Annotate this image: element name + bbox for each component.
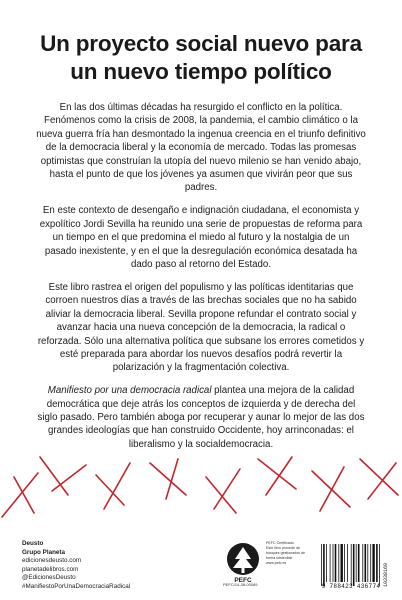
barcode-bar [372,544,374,582]
blurb-paragraph-4-rest: plantea una mejora de la calidad democrática que deje atrás los conceptos de izquierda y de derecha del siglo pasado. Pero también aboga por recuperar y aunar lo mejor de las dos grandes ideologías que han construido Occidente, hoy arrinconadas: el liberalismo y la socialdemocracia. [37,385,365,450]
headline-line-1: Un proyecto social nuevo para [40,31,362,56]
publisher-group: Grupo Planeta [22,548,66,556]
barcode-bar [326,544,327,582]
barcode-bar [347,544,348,582]
pefc-label: PEFC [234,577,252,584]
barcode-bar [341,544,343,582]
barcode-bar [358,544,360,582]
blurb-paragraph-1: En las dos últimas décadas ha resurgido el conflicto en la política. Fenómenos como la crisis de 2008, la pandemia, el cambio climático o la nueva guerra fría han desmontado la ingenua creencia en el triunfo definitivo de la democracia liberal y la economía de mercado. Todas las promesas optimistas que construían la utopía del nuevo milenio se han venido abajo, hasta el punto de que los jóvenes ya asumen que vivirán peor que sus padres. [36,102,366,194]
publisher-site-1[interactable]: edicionesdeusto.com [22,557,82,565]
publisher-hashtag[interactable]: #ManifiestoPorUnaDemocraciaRadical [22,582,131,590]
barcode-bar [323,544,325,586]
book-title-italic: Manifiesto por una democracia radical [47,385,212,397]
blurb-paragraph-3: Este libro rastrea el origen del populismo y las políticas identitarias que corroen nuestros días a través de las brechas sociales que no ha sabido aliviar la democracia liberal. Sevilla propone refundar el contrato social y avanzar hacia una nueva concepción de la democracia, la radical o reforzada. Sólo una alternativa política que subsane los errores cometidos y esté preparada para abordar los nuevos desafíos podrá revertir la polarización y la fragmentación colectiva. [37,281,365,374]
publisher-social[interactable]: @EdicionesDeusto [22,574,76,582]
pefc-description: Este libro procede de bosques gestionados de forma sostenible [266,546,305,560]
barcode-bar [333,544,334,582]
publisher-info [22,540,172,592]
barcode-bar [370,544,371,582]
barcode-bar [338,544,339,582]
barcode-bar [330,544,331,582]
barcode-side-code: 10338169 [383,562,389,587]
barcode-bar [362,544,363,582]
red-cross-decoration [0,455,402,535]
barcode-bar [335,544,337,582]
publisher-name: Deusto [22,540,44,547]
pefc-certified: PEFC Certificado [266,541,294,545]
headline-line-2: un nuevo tiempo político [70,59,332,84]
pefc-code: PEFC/14-38-00089 [223,582,258,587]
blurb-paragraph-4 [36,384,366,451]
barcode-bar [351,544,352,586]
barcode-bar [376,544,378,582]
barcode-bar [367,544,368,582]
barcode-bar [356,544,357,582]
blurb [36,101,366,461]
pefc-site: www.pefc.es [266,561,287,565]
barcode-bar [344,544,345,582]
barcode-number: 9 788423 436774 [321,583,381,590]
barcode-bar [365,544,367,582]
barcode-bar [353,544,355,586]
barcode-bar [379,544,380,586]
cover-headline [20,30,382,86]
publisher-site-2[interactable]: planetadelibros.com [22,565,79,573]
barcode-bar [321,544,322,586]
pefc-notes [266,541,314,566]
blurb-paragraph-2: En este contexto de desengaño e indignación ciudadana, el economista y expolítico Jordi Sevilla ha reunido una serie de propuestas de reforma para un tiempo en el que predomina el miedo al futuro y la nostalgia de un pasado inexistente, y en el que la desregulación económica desatada ha dado paso al retorno del Estado. [39,205,363,270]
